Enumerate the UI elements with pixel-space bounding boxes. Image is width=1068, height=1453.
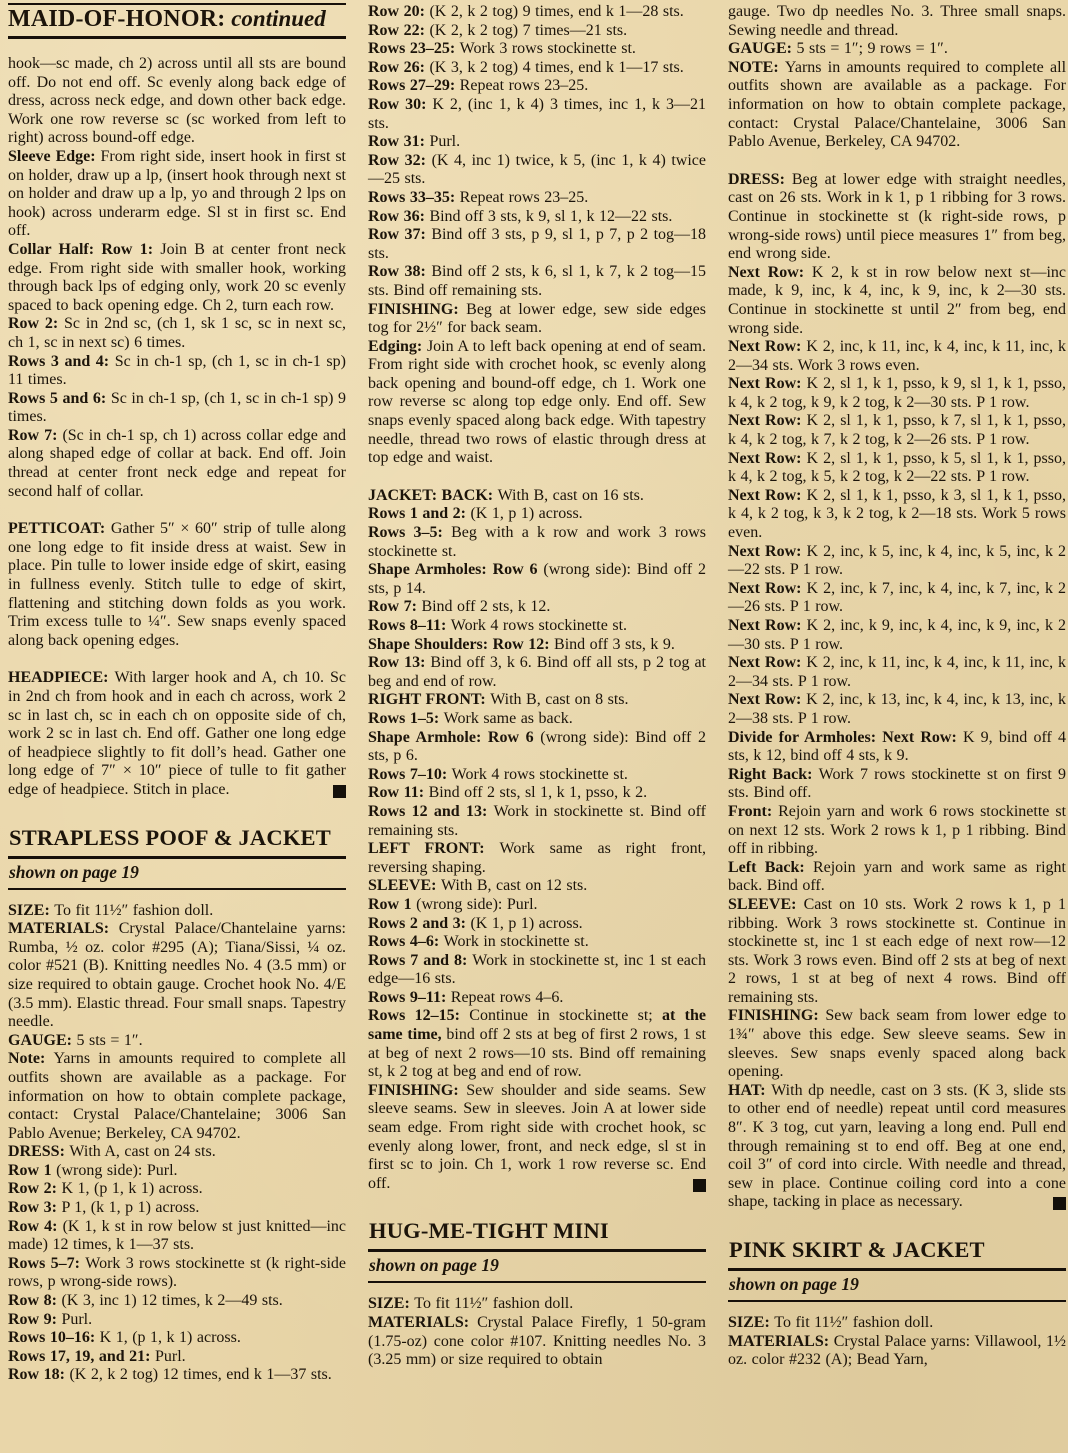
text-run: K 2, sl 1, k 1, psso, k 9, sl 1, k 1, psso, k 4, k 2 tog, k 9, k 2 tog, k 2—30 sts. P 1 row. — [728, 375, 1066, 411]
bold-lead-in: MATERIALS: — [728, 1332, 834, 1350]
bold-lead-in: Rows 5–7: — [8, 1254, 86, 1272]
section-header — [8, 825, 346, 890]
pattern-paragraph — [368, 1007, 706, 1081]
bold-lead-in: Rows 9–11: — [368, 988, 451, 1006]
bold-lead-in: Next Row: — [728, 449, 807, 467]
pattern-paragraph — [8, 1050, 346, 1143]
paragraph-spacer — [8, 501, 346, 520]
pattern-paragraph — [8, 353, 346, 390]
end-of-article-marker — [693, 1179, 706, 1192]
pattern-paragraph — [728, 859, 1066, 896]
text-run: K 2, inc, k 11, inc, k 4, inc, k 11, inc, k 2—34 sts. P 1 row. — [728, 654, 1066, 690]
text-run: Work in stockinette st. — [443, 933, 589, 951]
text-run: Work same as right front, reversing shaping. — [368, 840, 707, 876]
pattern-paragraph — [8, 1348, 346, 1367]
pattern-paragraph — [368, 22, 706, 41]
section-header — [368, 1218, 706, 1283]
bold-lead-in: Divide for Armholes: Next Row: — [728, 728, 963, 746]
pattern-paragraph — [728, 338, 1066, 375]
pattern-paragraph — [8, 1329, 346, 1348]
text-run: Crystal Palace/Chantelaine yarns: Rumba, ½ oz. color #295 (A); Tiana/Sissi, ¼ oz. color #521 (B). Knitting needles No. 4 (3.5 mm) or size required to obtain gauge. Crochet hook No. 4/E (3.5 mm). Elastic thread. Four small snaps. Tapestry needle. — [8, 920, 346, 1031]
pattern-paragraph — [368, 561, 706, 598]
pattern-paragraph — [728, 171, 1066, 264]
text-run: With dp needle, cast on 3 sts. (K 3, slide sts to other end of needle) repeat until cord measures 8″. K 3 tog, cut yarn, leaving a long end. Pull end through remaining st to end off. Beg at one end, coil 3″ of cord into circle. With needle and thread, sew in place. Continue coiling cord into a cone shape, tacking in place as necessary. — [728, 1081, 1067, 1211]
bold-lead-in: Rows 7–10: — [368, 765, 452, 783]
pattern-paragraph — [368, 1082, 706, 1194]
text-run: (K 3, inc 1) 12 times, k 2—49 sts. — [61, 1292, 283, 1310]
text-run: Work 3 rows stockinette st. — [459, 40, 636, 58]
bold-lead-in: DRESS: — [728, 170, 792, 188]
pattern-paragraph — [8, 241, 346, 315]
bold-lead-in: MATERIALS: — [368, 1314, 478, 1331]
bold-lead-in: Row 3: — [8, 1199, 62, 1217]
text-run: Rejoin yarn and work 6 rows stockinette st on next 12 sts. Work 2 rows k 1, p 1 ribbing. Bind off in ribbing. — [728, 802, 1067, 858]
bold-lead-in: SLEEVE: — [368, 877, 441, 895]
text-run: Yarns in amounts required to complete all outfits shown are available as a package. For information on how to obtain complete package, contact: Crystal Palace/Chantelaine; 3006 San Pablo Avenue; Berkeley, CA 94702. — [8, 1050, 347, 1142]
pattern-paragraph — [728, 543, 1066, 580]
pattern-paragraph — [368, 77, 706, 96]
pattern-paragraph — [368, 505, 706, 524]
bold-lead-in: Row 4: — [8, 1217, 63, 1235]
bold-lead-in: Sleeve Edge: — [8, 147, 101, 165]
text-run: Bind off 3, k 6. Bind off all sts, p 2 tog at beg and end of row. — [368, 654, 707, 690]
pattern-paragraph — [368, 1295, 706, 1314]
text-run: K 2, (inc 1, k 4) 3 times, inc 1, k 3—21 sts. — [368, 95, 706, 132]
text-run: (K 1, p 1) across. — [470, 505, 583, 523]
bold-lead-in: Rows 1–5: — [368, 709, 444, 727]
pattern-paragraph — [728, 450, 1066, 487]
text-run: Work 3 rows stockinette st (k right-side rows, p wrong-side rows). — [8, 1254, 346, 1291]
pattern-paragraph — [368, 263, 706, 300]
text-run: Bind off 3 sts, k 9, sl 1, k 12—22 sts. — [429, 207, 673, 225]
text-run: Work 7 rows stockinette st on first 9 sts. Bind off. — [728, 765, 1067, 802]
pattern-paragraph — [8, 315, 346, 352]
pattern-paragraph — [728, 729, 1066, 766]
text-run: Sc in 2nd sc, (ch 1, sk 1 sc, sc in next sc, ch 1, sc in next sc) 6 times. — [8, 315, 346, 351]
text-run: With larger hook and A, ch 10. Sc in 2nd ch from hook and in each ch across, work 2 sc in last ch, sc in each ch on opposite side of ch, work 2 sc in last ch. End off. Gather one long edge of headpiece slightly to fit doll’s head. Gather one long edge of 7″ × 10″ piece of tulle to fit gather edge of headpiece. Stitch in place. — [8, 669, 347, 798]
bold-lead-in: Next Row: — [728, 691, 807, 709]
bold-lead-in: Rows 1 and 2: — [368, 505, 471, 523]
text-run: K 2, inc, k 13, inc, k 4, inc, k 13, inc, k 2—38 sts. P 1 row. — [728, 691, 1067, 727]
pattern-paragraph — [368, 896, 706, 915]
bold-lead-in: Shape Armholes: Row 6 — [368, 561, 544, 579]
section-title: HUG-ME-TIGHT MINI — [368, 1218, 706, 1252]
text-run: K 2, inc, k 11, inc, k 4, inc, k 11, inc, k 2—34 sts. Work 3 rows even. — [728, 338, 1066, 374]
text-run: To fit 11½″ fashion doll. — [414, 1295, 574, 1313]
text-run: Beg at lower edge, sew side edges tog for 2½″ for back seam. — [368, 300, 706, 337]
pattern-paragraph — [8, 1180, 346, 1199]
bold-lead-in: Rows 7 and 8: — [368, 951, 473, 969]
text-run: gauge. Two dp needles No. 3. Three small snaps. Sewing needle and thread. — [728, 3, 1066, 39]
bold-lead-in: SIZE: — [8, 901, 55, 919]
pattern-paragraph — [728, 580, 1066, 617]
pattern-paragraph — [368, 933, 706, 952]
bold-lead-in: JACKET: BACK: — [368, 486, 498, 504]
pattern-paragraph — [368, 96, 706, 133]
bold-lead-in: Next Row: — [728, 579, 807, 597]
text-run: 5 sts = 1″. — [76, 1031, 143, 1049]
text-run: K 2, inc, k 9, inc, k 4, inc, k 9, inc, k 2—30 sts. P 1 row. — [728, 617, 1067, 653]
text-run: Purl. — [61, 1310, 93, 1328]
bold-lead-in: Rows 17, 19, and 21: — [8, 1347, 155, 1365]
pattern-paragraph — [368, 487, 706, 506]
text-run: bind off 2 sts at beg of first 2 rows, 1 st at beg of next 2 rows—10 sts. Bind off remaining st, k 2 tog at beg and end of row. — [368, 1026, 706, 1081]
pattern-paragraph — [8, 55, 346, 148]
bold-lead-in: Row 1 — [368, 895, 417, 913]
bold-lead-in: Row 20: — [368, 3, 430, 20]
text-run: Bind off 2 sts, sl 1, k 1, psso, k 2. — [428, 784, 648, 802]
pattern-paragraph — [728, 3, 1066, 40]
pattern-paragraph — [8, 1292, 346, 1311]
pattern-paragraph — [728, 1333, 1066, 1370]
pattern-paragraph — [368, 989, 706, 1008]
text-run: (wrong side): Purl. — [416, 895, 538, 913]
bold-lead-in: Next Row: — [728, 486, 807, 504]
pattern-paragraph — [368, 877, 706, 896]
pattern-paragraph — [728, 617, 1066, 654]
end-of-article-marker — [333, 785, 346, 798]
bold-lead-in: Note: — [8, 1050, 54, 1068]
text-run: Cast on 10 sts. Work 2 rows k 1, p 1 ribbing. Work 3 rows stockinette st. Continue in stockinette st, inc 1 st each edge of next row—12 sts. Work 3 rows even. Bind off 2 sts at beg of next 2 rows, 1 st at beg of next 4 rows. Bind off remaining sts. — [728, 895, 1067, 1006]
text-run: Work in stockinette st. Bind off remaining sts. — [368, 802, 706, 839]
bold-lead-in: Row 2: — [8, 315, 65, 333]
pattern-paragraph — [728, 896, 1066, 1008]
text-run: Crystal Palace Firefly, 1 50-gram (1.75-oz) cone color #107. Knitting needles No. 3 (3.25 mm) or size required to obtain — [368, 1314, 707, 1369]
pattern-paragraph — [368, 338, 706, 468]
text-run: K 2, k st in row below next st—inc made, k 9, inc, k 4, inc, k 9, inc, k 2—30 sts. Continue in stockinette st until 2″ from beg, end wrong side. — [728, 263, 1067, 337]
text-run: (K 2, k 2 tog) 12 times, end k 1—37 sts. — [69, 1366, 332, 1384]
bold-lead-in: FINISHING: — [368, 300, 467, 318]
bold-lead-in: HEADPIECE: — [8, 669, 115, 687]
bold-lead-in: Rows 33–35: — [368, 188, 460, 206]
text-run: Rejoin yarn and work same as right back. Bind off. — [728, 858, 1066, 895]
column-right — [728, 3, 1066, 1453]
text-run: (K 1, k st in row below st just knitted—inc made) 12 times, k 1—37 sts. — [8, 1217, 347, 1254]
column-center — [368, 3, 706, 1453]
continued-article-header — [8, 3, 346, 39]
pattern-paragraph — [368, 524, 706, 561]
bold-lead-in: Rows 3–5: — [368, 524, 452, 542]
bold-lead-in: Row 2: — [8, 1180, 62, 1198]
text-run: Sc in ch-1 sp, (ch 1, sc in ch-1 sp) 9 times. — [8, 389, 346, 426]
bold-lead-in: Next Row: — [728, 338, 807, 356]
pattern-paragraph — [728, 1007, 1066, 1081]
bold-lead-in: Next Row: — [728, 617, 807, 634]
section-header — [728, 1237, 1066, 1302]
bold-lead-in: Next Row: — [728, 375, 807, 393]
pattern-paragraph — [8, 1255, 346, 1292]
text-run: Bind off 2 sts, k 12. — [421, 598, 551, 616]
pattern-paragraph — [368, 952, 706, 989]
pattern-paragraph — [8, 1162, 346, 1181]
pattern-paragraph — [8, 669, 346, 799]
text-run: Sew back seam from lower edge to 1¾″ above this edge. Sew sleeve seams. Sew in sleeves. Sew snaps evenly spaced along back opening. — [728, 1007, 1066, 1081]
article-continued-label: continued — [225, 6, 326, 31]
bold-lead-in: Next Row: — [728, 412, 807, 430]
bold-lead-in: Rows 12 and 13: — [368, 802, 494, 820]
pattern-paragraph — [368, 710, 706, 729]
text-run: (wrong side): Bind off 2 sts, p 14. — [368, 561, 706, 597]
bold-lead-in: Left Back: — [728, 858, 813, 876]
pattern-paragraph — [368, 803, 706, 840]
text-run: K 2, sl 1, k 1, psso, k 7, sl 1, k 1, psso, k 4, k 2 tog, k 7, k 2 tog, k 2—26 sts. P 1 row. — [728, 412, 1066, 449]
bold-lead-in: Rows 10–16: — [8, 1329, 100, 1347]
pattern-paragraph — [8, 920, 346, 1032]
bold-lead-in: Row 26: — [368, 58, 430, 76]
text-run: Bind off 3 sts, k 9. — [554, 635, 675, 653]
bold-lead-in: Shape Armhole: Row 6 — [368, 728, 541, 746]
pattern-paragraph — [368, 301, 706, 338]
bold-lead-in: HAT: — [728, 1081, 772, 1099]
text-run: Continue in stockinette st; — [469, 1007, 663, 1025]
pattern-paragraph — [8, 902, 346, 921]
text-run: K 1, (p 1, k 1) across. — [61, 1180, 203, 1198]
pattern-paragraph — [368, 598, 706, 617]
bold-lead-in: GAUGE: — [8, 1031, 77, 1049]
end-of-article-marker — [1053, 1197, 1066, 1210]
pattern-paragraph — [368, 654, 706, 691]
pattern-paragraph — [8, 1366, 346, 1385]
bold-lead-in: NOTE: — [728, 58, 785, 76]
pattern-paragraph — [728, 59, 1066, 152]
text-run: With A, cast on 24 sts. — [69, 1143, 216, 1161]
text-run: (K 1, p 1) across. — [470, 914, 583, 932]
text-run: (K 3, k 2 tog) 4 times, end k 1—17 sts. — [429, 58, 684, 76]
bold-lead-in: FINISHING: — [728, 1007, 826, 1025]
bold-lead-in: SLEEVE: — [728, 895, 804, 913]
bold-lead-in: Row 18: — [8, 1366, 70, 1384]
text-run: Join A to left back opening at end of seam. From right side with crochet hook, sc evenly along back opening and bound-off edge, ch 1. Work one row reverse sc along top edge only. End off. Sew snaps evenly spaced along back edge. With tapestry needle, thread two rows of elastic through dress at top edge and waist. — [368, 337, 706, 467]
bold-lead-in: Rows 8–11: — [368, 617, 451, 634]
text-run: K 1, (p 1, k 1) across. — [99, 1329, 241, 1347]
bold-lead-in: Next Row: — [728, 542, 807, 560]
text-run: Purl. — [429, 133, 461, 151]
pattern-paragraph — [728, 1082, 1066, 1212]
pattern-paragraph — [368, 226, 706, 263]
pattern-paragraph — [8, 1311, 346, 1330]
pattern-paragraph — [8, 1218, 346, 1255]
text-run: Work 4 rows stockinette st. — [451, 765, 628, 783]
bold-lead-in: Front: — [728, 802, 779, 820]
pattern-paragraph — [728, 487, 1066, 543]
bold-lead-in: Rows 2 and 3: — [368, 914, 471, 932]
section-subtitle: shown on page 19 — [368, 1252, 706, 1283]
pattern-paragraph — [728, 691, 1066, 728]
text-run: Yarns in amounts required to complete all outfits shown are available as a package. For information on how to obtain complete package, contact: Crystal Palace/Chantelaine, 3006 San Pablo Avenue, Berkeley, CA 94702. — [728, 58, 1067, 151]
pattern-paragraph — [728, 654, 1066, 691]
text-run: (wrong side): Purl. — [56, 1161, 178, 1179]
text-run: Bind off 3 sts, p 9, sl 1, p 7, p 2 tog—18 sts. — [368, 226, 707, 262]
text-run: With B, cast on 12 sts. — [440, 877, 588, 895]
pattern-paragraph — [368, 915, 706, 934]
pattern-paragraph — [368, 840, 706, 877]
pattern-paragraph — [368, 617, 706, 636]
text-run: (wrong side): Bind off 2 sts, p 6. — [368, 728, 706, 765]
pattern-paragraph — [368, 133, 706, 152]
column-left — [8, 3, 346, 1453]
paragraph-spacer — [8, 650, 346, 669]
pattern-paragraph — [368, 208, 706, 227]
bold-lead-in: Row 30: — [368, 95, 433, 113]
text-run: Crystal Palace yarns: Villawool, 1½ oz. color #232 (A); Bead Yarn, — [728, 1332, 1067, 1369]
bold-lead-in: Row 31: — [368, 133, 430, 151]
pattern-paragraph — [368, 59, 706, 78]
text-run: K 2, inc, k 5, inc, k 4, inc, k 5, inc, k 2—22 sts. P 1 row. — [728, 542, 1067, 579]
pattern-paragraph — [368, 189, 706, 208]
bold-lead-in: Edging: — [368, 337, 427, 355]
text-run: With B, cast on 8 sts. — [490, 691, 629, 709]
text-run: Purl. — [154, 1347, 186, 1365]
bold-lead-in: Row 22: — [368, 21, 430, 39]
bold-lead-in: Row 1 — [8, 1161, 57, 1179]
pattern-paragraph — [368, 1314, 706, 1370]
text-run: To fit 11½″ fashion doll. — [54, 901, 214, 919]
text-run: Gather 5″ × 60″ strip of tulle along one long edge to fit inside dress at waist. Sew in place. Pin tulle to lower inside edge of skirt, easing in fullness evenly. Stitch tulle to edge of skirt, flattening and stitching down folds as you work. Trim excess tulle to ¼″. Sew snaps evenly spaced along back opening edges. — [8, 520, 346, 649]
bold-lead-in: Row 8: — [8, 1292, 62, 1310]
text-run: Repeat rows 4–6. — [450, 988, 564, 1006]
pattern-paragraph — [368, 3, 706, 22]
bold-lead-in: Row 9: — [8, 1310, 62, 1328]
bold-lead-in: LEFT FRONT: — [368, 840, 500, 858]
bold-lead-in: FINISHING: — [368, 1081, 467, 1099]
pattern-paragraph — [8, 1199, 346, 1218]
bold-lead-in: Row 13: — [368, 654, 431, 672]
bold-lead-in: Next Row: — [728, 263, 812, 281]
bold-lead-in: RIGHT FRONT: — [368, 691, 491, 709]
bold-lead-in: Row 37: — [368, 226, 432, 244]
text-run: Beg at lower edge with straight needles, cast on 26 sts. Work in k 1, p 1 ribbing for 3 rows. Continue in stockinette st (k right-side rows, p wrong-side rows) until piece measures 1″ from beg, end wrong side. — [728, 170, 1067, 263]
bold-lead-in: Right Back: — [728, 765, 819, 783]
pattern-paragraph — [728, 1314, 1066, 1333]
pattern-paragraph — [368, 784, 706, 803]
bold-lead-in: Row 11: — [368, 784, 429, 802]
bold-lead-in: Next Row: — [728, 654, 807, 672]
text-run: Repeat rows 23–25. — [459, 77, 589, 95]
section-subtitle: shown on page 19 — [8, 859, 346, 890]
text-run: hook—sc made, ch 2) across until all sts are bound off. Do not end off. Sc evenly along back edge of dress, across neck edge, and down other back edge. Work one row reverse sc (sc worked from left to right) across bound-off edge. — [8, 55, 346, 147]
pattern-paragraph — [368, 40, 706, 59]
bold-lead-in: Shape Shoulders: Row 12: — [368, 635, 555, 653]
text-run: P 1, (k 1, p 1) across. — [61, 1199, 200, 1217]
section-title: PINK SKIRT & JACKET — [728, 1237, 1066, 1271]
pattern-paragraph — [8, 148, 346, 241]
pattern-paragraph — [8, 1032, 346, 1051]
text-run: K 9, bind off 4 sts, k 12, bind off 4 sts, k 9. — [728, 728, 1066, 765]
section-title: STRAPLESS POOF & JACKET — [8, 825, 346, 859]
pattern-paragraph — [728, 375, 1066, 412]
text-run: Repeat rows 23–25. — [459, 188, 589, 206]
bold-lead-in: Row 38: — [368, 263, 432, 281]
bold-lead-in: SIZE: — [368, 1295, 415, 1313]
text-run: With B, cast on 16 sts. — [497, 486, 644, 504]
bold-lead-in: PETTICOAT: — [8, 520, 111, 538]
text-run: (K 4, inc 1) twice, k 5, (inc 1, k 4) twice—25 sts. — [368, 151, 706, 188]
text-run: Join B at center front neck edge. From right side with smaller hook, working through back lps of edging only, work 20 sc evenly spaced to back opening edge. Ch 2, turn each row. — [8, 240, 346, 314]
text-run: Sc in ch-1 sp, (ch 1, sc in ch-1 sp) 11 times. — [8, 352, 346, 389]
text-run: (Sc in ch-1 sp, ch 1) across collar edge and along shaped edge of collar at back. End off. Join thread at center front neck edge and repeat for second half of collar. — [8, 426, 346, 500]
bold-lead-in: Rows 4–6: — [368, 933, 444, 951]
pattern-paragraph — [728, 40, 1066, 59]
pattern-paragraph — [8, 390, 346, 427]
bold-lead-in: SIZE: — [728, 1314, 775, 1331]
article-title: MAID-OF-HONOR: — [8, 6, 226, 32]
bold-lead-in: Row 32: — [368, 151, 432, 169]
pattern-paragraph — [728, 803, 1066, 859]
bold-lead-in: Rows 12–15: — [368, 1007, 470, 1025]
pattern-paragraph — [368, 691, 706, 710]
pattern-paragraph — [728, 766, 1066, 803]
pattern-paragraph — [368, 766, 706, 785]
text-run: Sew shoulder and side seams. Sew sleeve seams. Sew in sleeves. Join A at lower side seam edge. From right side with crochet hook, sc evenly along lower, front, and neck edge, sl st in first sc to join. Ch 1, work 1 row reverse sc. End off. — [368, 1081, 706, 1192]
pattern-paragraph — [728, 412, 1066, 449]
bold-lead-in: Rows 3 and 4: — [8, 352, 115, 370]
pattern-paragraph — [368, 636, 706, 655]
bold-lead-in: Row 7: — [368, 598, 422, 616]
text-run: Work 4 rows stockinette st. — [450, 617, 628, 634]
pattern-paragraph — [368, 729, 706, 766]
text-run: Work same as back. — [443, 709, 573, 727]
bold-lead-in: Collar Half: Row 1: — [8, 240, 161, 258]
text-run: K 2, sl 1, k 1, psso, k 5, sl 1, k 1, psso, k 4, k 2 tog, k 5, k 2 tog, k 2—22 sts. P 1 row. — [728, 449, 1066, 486]
bold-lead-in: GAUGE: — [728, 40, 797, 58]
paragraph-spacer — [368, 468, 706, 487]
pattern-paragraph — [8, 520, 346, 650]
text-run: (K 2, k 2 tog) 7 times—21 sts. — [429, 21, 628, 39]
paragraph-spacer — [728, 152, 1066, 171]
bold-lead-in: DRESS: — [8, 1143, 70, 1161]
section-subtitle: shown on page 19 — [728, 1271, 1066, 1302]
pattern-paragraph — [8, 427, 346, 501]
text-run: To fit 11½″ fashion doll. — [774, 1314, 934, 1331]
text-run: From right side, insert hook in first st on holder, draw up a lp, (insert hook through next st on holder and draw up a lp, yo and through 2 lps on hook) across underarm edge. Sl st in first sc. End off. — [8, 147, 346, 240]
text-run: K 2, inc, k 7, inc, k 4, inc, k 7, inc, k 2—26 sts. P 1 row. — [728, 579, 1067, 616]
text-run: Bind off 2 sts, k 6, sl 1, k 7, k 2 tog—15 sts. Bind off remaining sts. — [368, 263, 707, 299]
bold-lead-in: Rows 5 and 6: — [8, 389, 111, 407]
pattern-paragraph — [728, 264, 1066, 338]
text-run: Work in stockinette st, inc 1 st each edge—16 sts. — [368, 951, 706, 988]
pattern-paragraph — [8, 1143, 346, 1162]
text-run: (K 2, k 2 tog) 9 times, end k 1—28 sts. — [429, 3, 684, 20]
bold-lead-in: at the same time, — [368, 1007, 707, 1044]
text-run: K 2, sl 1, k 1, psso, k 3, sl 1, k 1, psso, k 4, k 2 tog, k 3, k 2 tog, k 2—18 sts. Work 5 rows even. — [728, 486, 1066, 542]
bold-lead-in: Rows 23–25: — [368, 40, 460, 58]
pattern-paragraph — [368, 152, 706, 189]
text-run: 5 sts = 1″; 9 rows = 1″. — [796, 40, 948, 58]
bold-lead-in: MATERIALS: — [8, 920, 119, 938]
bold-lead-in: Row 7: — [8, 426, 63, 444]
text-run: Beg with a k row and work 3 rows stockinette st. — [368, 524, 706, 560]
bold-lead-in: Rows 27–29: — [368, 77, 460, 95]
bold-lead-in: Row 36: — [368, 207, 430, 225]
